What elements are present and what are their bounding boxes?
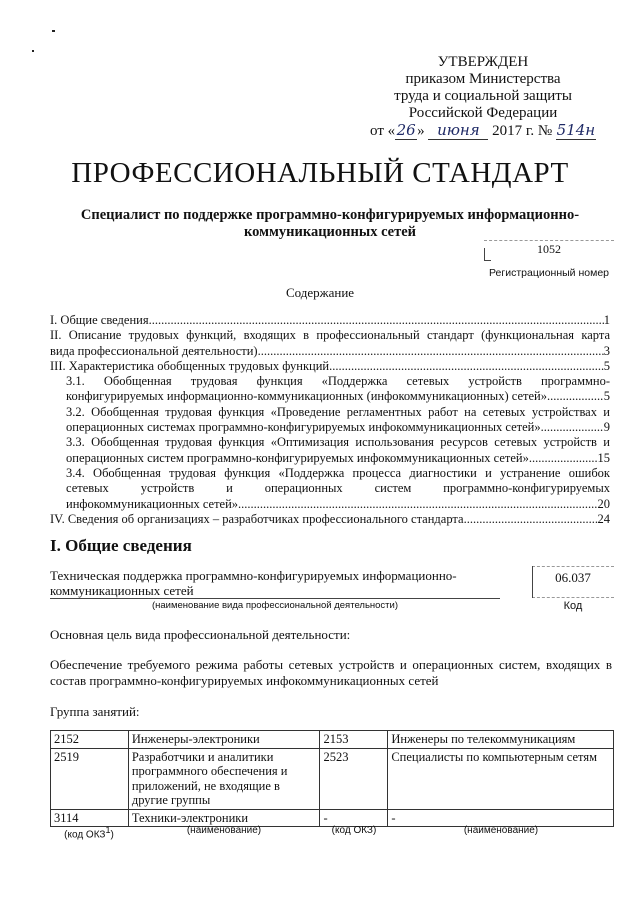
registration-number: 1052 (537, 242, 561, 256)
caption-name: (наименование) (186, 825, 262, 836)
table-row (51, 809, 614, 827)
caption-okz-code-2: (код ОКЗ) (331, 825, 377, 836)
okz-code-cell: 2153 (320, 731, 388, 749)
approval-date-line (368, 122, 598, 140)
okz-code-cell: - (320, 809, 388, 827)
okz-code-cell: 2519 (51, 748, 129, 809)
okz-code-cell: 2152 (51, 731, 129, 749)
date-prefix: от « (370, 123, 396, 139)
registration-label: Регистрационный номер (489, 267, 609, 279)
toc-item-2[interactable]: II. Описание трудовых функций, входящих в профессиональный стандарт (функциональная карта вида профессиональной деятельности) ..... 3 (50, 328, 610, 359)
group-label: Группа занятий: (50, 704, 140, 719)
table-row (51, 748, 614, 809)
okz-name-cell: Разработчики и аналитики программного обеспечения и приложений, не входящие в другие группы (128, 748, 320, 809)
okz-code-cell: 2523 (320, 748, 388, 809)
approval-year: 2017 г. № (492, 123, 553, 139)
caption-name-2: (наименование) (463, 825, 539, 836)
toc-item-3-1[interactable]: 3.1. Обобщенная трудовая функция «Поддержка сетевых устройств программно- конфигурируемых информационно-коммуникационных (инфокоммуникационных) сетей» ..... 5 (50, 374, 610, 405)
occupation-groups-table (50, 730, 614, 827)
caption-okz-code: (код ОКЗ$^1$) (64, 825, 114, 841)
okz-code-cell: 3114 (51, 809, 129, 827)
approval-line-3: труда и социальной защиты (394, 88, 572, 104)
contents-title: Содержание (285, 285, 355, 300)
scan-speck (32, 50, 34, 52)
activity-name: Техническая поддержка программно-конфигурируемых информационно-коммуникационных сетей (50, 568, 457, 598)
okz-name-cell: Техники-электроники (128, 809, 320, 827)
toc-item-3-3[interactable]: 3.3. Обобщенная трудовая функция «Оптимизация использования ресурсов сетевых устройств и операционных систем программно-конфигурируемых инфокоммуникационных сетей» ..... 15 (50, 435, 610, 466)
approval-line-2: приказом Министерства (405, 71, 561, 87)
approval-day: 26 (396, 121, 416, 139)
toc-item-3-2[interactable]: 3.2. Обобщенная трудовая функция «Проведение регламентных работ на сетевых устройствах и операционных системах программно-конфигурируемых инфокоммуникационных сетей» ..... 9 (50, 405, 610, 436)
approval-line-4: Российской Федерации (408, 105, 558, 121)
toc-item-3-4[interactable]: 3.4. Обобщенная трудовая функция «Поддержка процесса диагностики и устранение ошибок сетевых устройств и операционных систем программно-конфигурируемых инфокоммуникационных сетей» ..... 20 (50, 466, 610, 512)
activity-code: 06.037 (555, 570, 591, 585)
okz-name-cell: Инженеры по телекоммуникациям (388, 731, 614, 749)
activity-underline (50, 598, 500, 599)
purpose-label: Основная цель вида профессиональной деятельности: (50, 627, 351, 642)
date-mid: » (417, 123, 425, 139)
approval-block (368, 54, 598, 140)
section-heading: I. Общие сведения (50, 536, 192, 555)
toc-item-1[interactable]: I. Общие сведения ..... 1 (50, 313, 610, 328)
activity-caption: (наименование вида профессиональной деятельности) (151, 600, 399, 611)
toc-item-3[interactable]: III. Характеристика обобщенных трудовых функций ..... 5 (50, 359, 610, 374)
okz-name-cell: Специалисты по компьютерным сетям (388, 748, 614, 809)
approval-month: июня (428, 122, 488, 140)
okz-name-cell: Инженеры-электроники (128, 731, 320, 749)
purpose-text: Обеспечение требуемого режима работы сетевых устройств и операционных систем, входящих в состав программно-конфигурируемых инфокоммуникационных сетей (50, 657, 612, 688)
scan-speck (52, 30, 55, 32)
document-subtitle: Специалист по поддержке программно-конфигурируемых информационно-коммуникационных сетей (80, 207, 580, 240)
table-row (51, 731, 614, 749)
document-title: ПРОФЕССИОНАЛЬНЫЙ СТАНДАРТ (71, 157, 569, 189)
code-label: Код (563, 600, 583, 612)
toc-item-4[interactable]: IV. Сведения об организациях – разработчиках профессионального стандарта ..... 24 (50, 512, 610, 527)
approval-line-1: УТВЕРЖДЕН (437, 54, 529, 70)
approval-number: 514н (556, 121, 596, 139)
okz-name-cell: - (388, 809, 614, 827)
table-of-contents (50, 313, 610, 527)
